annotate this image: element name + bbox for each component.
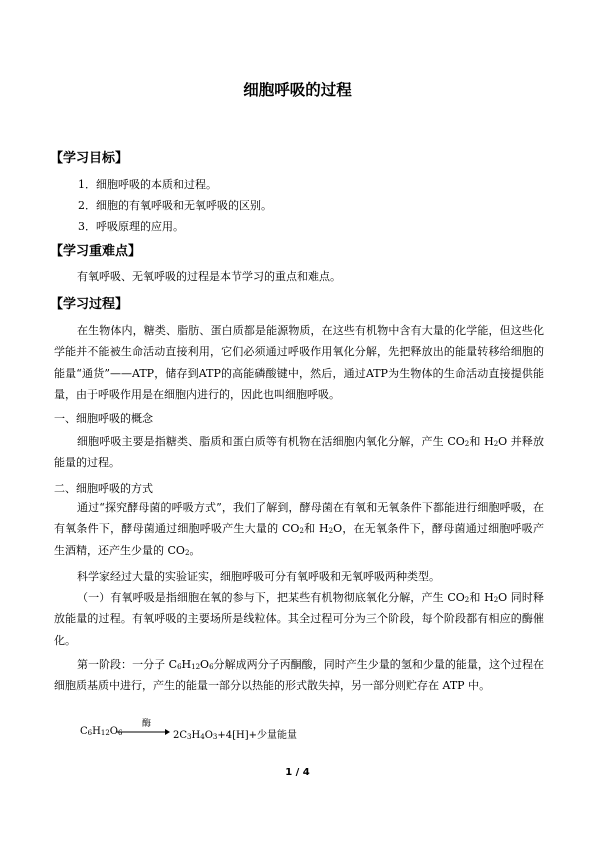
goal-item-2: 2．细胞的有氧呼吸和无氧呼吸的区别。	[78, 199, 272, 212]
page-number: 1 / 4	[285, 767, 310, 778]
stage1-paragraph: 第一阶段：一分子 $C_6H_{12}O_6$分解成两分子丙酮酸，同时产生少量的氢和少量的能量，这个过程在细胞质基质中进行，产生的能量一部分以热能的形式散失掉，另一部分则贮存在 ATP 中。	[54, 658, 545, 693]
heading-types: 二、细胞呼吸的方式	[54, 482, 153, 495]
enzyme-label: 酶	[141, 719, 151, 729]
goal-item-3: 3．呼吸原理的应用。	[78, 220, 184, 233]
intro-paragraph: 在生物体内，糖类、脂肪、蛋白质都是能源物质，在这些有机物中含有大量的化学能，但这些化学能并不能被生命活动直接利用，它们必须通过呼吸作用氧化分解，先把释放出的能量转移给细胞的能量“通货”——ATP，储存到ATP的高能磷酸键中，然后，通过ATP为生物体的生命活动直接提供能量，由于呼吸作用是在细胞内进行的，因此也叫细胞呼吸。	[54, 324, 544, 401]
goal-item-1: 1．细胞呼吸的本质和过程。	[78, 178, 217, 191]
equation-reactant: $C_6H_{12}O_6$	[80, 726, 123, 737]
heading-concept: 一、细胞呼吸的概念	[54, 412, 153, 425]
reaction-arrow	[117, 728, 171, 736]
key-points-paragraph: 有氧呼吸、无氧呼吸的过程是本节学习的重点和难点。	[77, 270, 341, 283]
types-paragraph: 科学家经过大量的实验证实，细胞呼吸可分有氧呼吸和无氧呼吸两种类型。	[77, 570, 440, 583]
section-heading-process: 【学习过程】	[50, 297, 129, 312]
equation-product: $2C_3H_4O_3+4[H]+$少量能量	[173, 730, 298, 741]
yeast-paragraph: 通过“探究酵母菌的呼吸方式”，我们了解到，酵母菌在有氧和无氧条件下都能进行细胞呼吸，在有氧条件下，酵母菌通过细胞呼吸产生大量的 $CO_2$和 $H_2O$，在无氧条件下，酵母菌通过细胞呼吸产生酒精，还产生少量的 $CO_2$。	[54, 501, 544, 557]
page-title: 细胞呼吸的过程	[243, 81, 352, 99]
aerobic-paragraph: （一）有氧呼吸是指细胞在氧的参与下，把某些有机物彻底氧化分解，产生 $CO_2$和 $H_2O$ 同时释放能量的过程。有氧呼吸的主要场所是线粒体。其全过程可分为三个阶段，每个阶段都有相应的酶催化。	[54, 591, 545, 647]
concept-paragraph: 细胞呼吸主要是指糖类、脂质和蛋白质等有机物在活细胞内氧化分解，产生 $CO_2$和 $H_2O$ 并释放能量的过程。	[54, 435, 545, 470]
section-heading-goals: 【学习目标】	[50, 151, 129, 166]
section-heading-key-points: 【学习重难点】	[50, 244, 142, 259]
